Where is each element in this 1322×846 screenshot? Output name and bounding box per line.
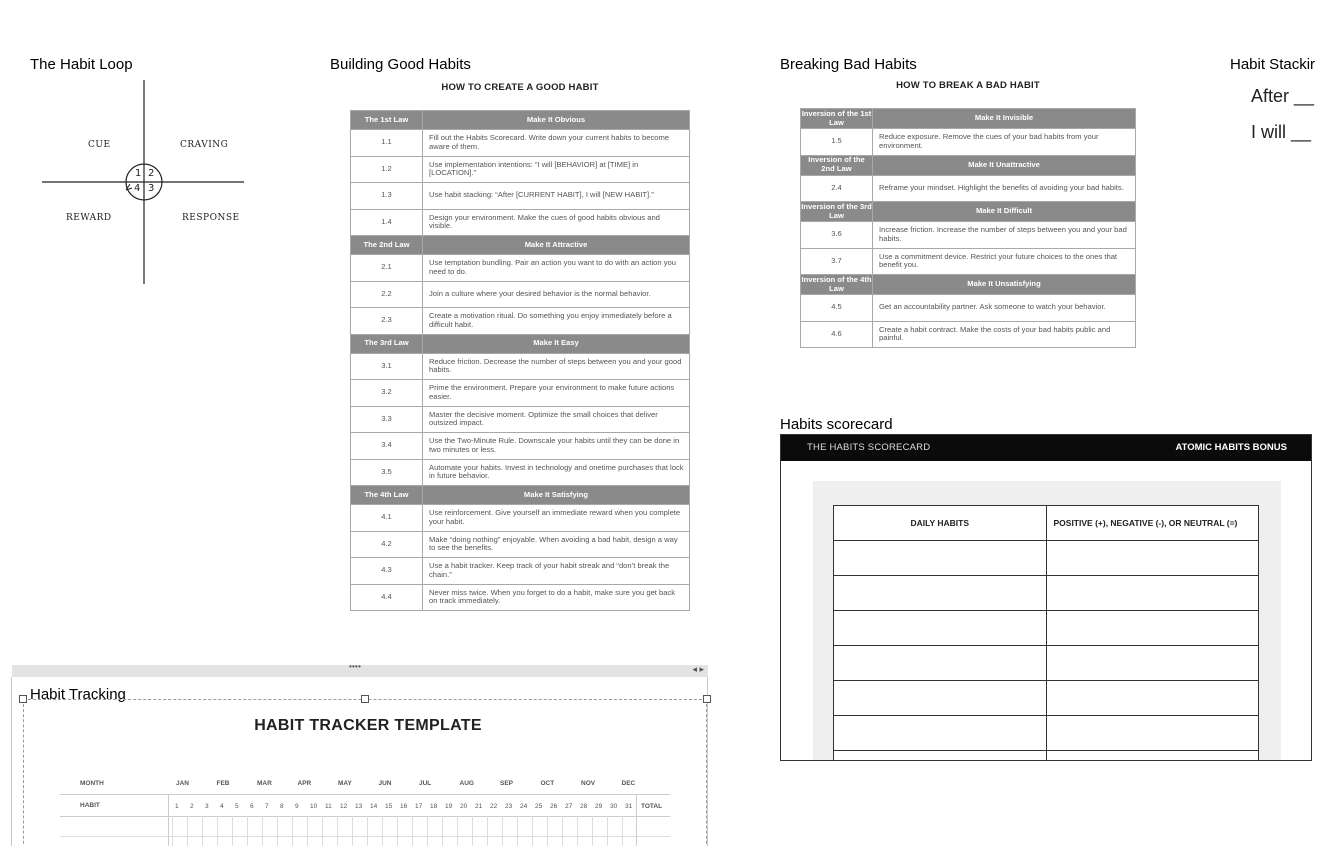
step-4-label: 4 [134,183,141,194]
resize-handle-top-center[interactable] [361,695,369,703]
scorecard-header-row [834,506,1259,541]
scorecard-header [781,435,1311,461]
tracker-day: 30 [610,803,618,810]
table-row [351,505,690,532]
table-row [351,130,690,157]
law-label: The 4th Law [351,486,423,505]
strategy-number: 4.2 [351,531,423,558]
scorecard-cell[interactable] [834,681,1047,716]
tracker-grid-line [427,816,428,846]
pane-grip-handle[interactable]: • • • • [349,662,360,671]
strategy-number: 3.4 [351,433,423,460]
bad-habits-table [800,108,1136,348]
table-row [801,129,1136,156]
strategy-text: Get an accountability partner. Ask someone to watch your behavior. [873,295,1136,322]
bad-habits-image[interactable] [800,80,1136,348]
law-header-row [801,202,1136,222]
good-habits-table [350,110,690,611]
table-row [351,308,690,335]
table-row [351,353,690,380]
scorecard-cell[interactable] [1046,751,1259,762]
tracker-day: 4 [220,803,224,810]
tracker-month: NOV [581,780,596,787]
pane-left-border [11,677,12,846]
scorecard-row [834,716,1259,751]
section-title-scorecard: Habits scorecard [780,416,893,433]
scorecard-cell[interactable] [834,751,1047,762]
scorecard-row [834,576,1259,611]
scorecard-header-bonus: ATOMIC HABITS BONUS [1175,442,1287,453]
tracker-day: 7 [265,803,269,810]
strategy-number: 2.1 [351,255,423,282]
law-title: Make It Easy [423,334,690,353]
tracker-grid-line [202,816,203,846]
strategy-number: 1.2 [351,156,423,183]
law-title: Make It Invisible [873,109,1136,129]
scorecard-cell[interactable] [1046,611,1259,646]
daily-habits-header: DAILY HABITS [834,506,1047,541]
strategy-number: 3.2 [351,380,423,407]
tracker-grid-line [187,816,188,846]
table-row [351,255,690,282]
strategy-number: 4.3 [351,558,423,585]
tracker-month: APR [297,780,312,787]
table-row [801,295,1136,322]
law-header-row [351,334,690,353]
step-2-label: 2 [148,168,155,179]
strategy-text: Reduce exposure. Remove the cues of your bad habits from your environment. [873,129,1136,156]
tracker-grid-line [517,816,518,846]
tracker-habit-label: HABIT [80,802,100,809]
tracker-grid-line [382,816,383,846]
strategy-text: Create a motivation ritual. Do something you enjoy immediately before a difficult habit. [423,308,690,335]
tracker-day: 20 [460,803,468,810]
tracker-month: OCT [540,780,555,787]
tracker-grid-line [636,794,637,846]
section-title-habit-loop: The Habit Loop [30,56,133,73]
table-row [801,175,1136,202]
strategy-number: 2.3 [351,308,423,335]
strategy-text: Design your environment. Make the cues of good habits obvious and visible. [423,209,690,236]
strategy-number: 3.5 [351,459,423,486]
law-header-row [801,155,1136,175]
section-title-good-habits: Building Good Habits [330,56,471,73]
tracker-grid-line [487,816,488,846]
strategy-text: Use the Two-Minute Rule. Downscale your habits until they can be done in two minutes or less. [423,433,690,460]
habit-loop-axes [40,80,248,286]
tracker-grid-line [547,816,548,846]
tracker-grid-line [172,816,173,846]
scorecard-cell[interactable] [834,716,1047,751]
table-row [351,209,690,236]
tracker-day: 9 [295,803,299,810]
tracker-day: 8 [280,803,284,810]
tracker-divider [60,836,670,837]
table-row [801,321,1136,348]
table-row [351,406,690,433]
tracker-day: 3 [205,803,209,810]
response-label: RESPONSE [182,213,240,223]
scorecard-row [834,751,1259,762]
strategy-number: 2.4 [801,175,873,202]
tracker-divider [60,816,670,817]
tracker-grid-line [217,816,218,846]
step-3-label: 3 [148,183,155,194]
habit-stacking-will-line: I will __ [1251,122,1312,142]
table-row [801,248,1136,275]
scorecard-cell[interactable] [1046,681,1259,716]
table-row [351,281,690,308]
good-habits-image[interactable] [350,82,690,611]
tracker-grid-line [592,816,593,846]
step-1-label: 1 [135,168,142,179]
tracker-month: MAY [338,780,352,787]
strategy-text: Create a habit contract. Make the costs of your bad habits public and painful. [873,321,1136,348]
strategy-number: 1.5 [801,129,873,156]
scorecard-row [834,611,1259,646]
tracker-day: 2 [190,803,194,810]
table-row [351,558,690,585]
tracker-grid-line [442,816,443,846]
tracker-day: 31 [625,803,633,810]
scorecard-panel [813,481,1281,761]
tracker-total-label: TOTAL [641,803,663,810]
strategy-number: 4.6 [801,321,873,348]
scorecard-cell[interactable] [834,541,1047,576]
strategy-text: Use a commitment device. Restrict your future choices to the ones that benefit you. [873,248,1136,275]
strategy-text: Join a culture where your desired behavior is the normal behavior. [423,281,690,308]
strategy-number: 3.6 [801,222,873,249]
law-header-row [801,109,1136,129]
tracker-divider [60,794,670,795]
law-label: Inversion of the 3rd Law [801,201,872,220]
tracker-day: 15 [385,803,393,810]
strategy-text: Use a habit tracker. Keep track of your habit streak and “don’t break the chain.” [423,558,690,585]
tracker-title: HABIT TRACKER TEMPLATE [254,717,482,734]
cue-label: CUE [88,140,111,150]
strategy-number: 4.5 [801,295,873,322]
strategy-text: Reframe your mindset. Highlight the benefits of avoiding your bad habits. [873,175,1136,202]
tracker-day: 26 [550,803,558,810]
law-title: Make It Unsatisfying [873,275,1136,295]
tracker-month-label: MONTH [80,780,104,787]
scorecard-table [833,505,1259,761]
bad-habits-title: HOW TO BREAK A BAD HABIT [896,80,1040,91]
table-row [351,183,690,210]
tracker-grid-line [367,816,368,846]
table-row [351,156,690,183]
tracker-day: 16 [400,803,408,810]
scorecard-cell[interactable] [1046,716,1259,751]
tracker-day: 21 [475,803,483,810]
tracker-day: 27 [565,803,573,810]
law-title: Make It Attractive [423,236,690,255]
law-title: Make It Difficult [873,202,1136,222]
strategy-number: 3.1 [351,353,423,380]
tracker-day: 5 [235,803,239,810]
table-row [351,531,690,558]
tracker-day: 1 [175,803,179,810]
habit-loop-diagram[interactable] [40,80,248,286]
tracker-day: 23 [505,803,513,810]
strategy-text: Prime the environment. Prepare your environment to make future actions easier. [423,380,690,407]
tracker-grid-line [232,816,233,846]
law-title: Make It Satisfying [423,486,690,505]
tracker-day: 17 [415,803,423,810]
tracker-day: 18 [430,803,438,810]
section-title-tracking: Habit Tracking [30,686,126,703]
law-header-row [801,275,1136,295]
tracker-grid-line [472,816,473,846]
tracker-grid-line [607,816,608,846]
tracker-day: 10 [310,803,318,810]
resize-handle-top-left[interactable] [19,695,27,703]
law-label: Inversion of the 2nd Law [801,155,873,175]
tracker-month: FEB [216,780,230,787]
tracker-day: 14 [370,803,378,810]
scorecard-row [834,681,1259,716]
strategy-text: Make “doing nothing” enjoyable. When avoiding a bad habit, design a way to see the benefits. [423,531,690,558]
tracker-grid-line [292,816,293,846]
law-header-row [351,236,690,255]
tracker-month: MAR [257,780,272,787]
strategy-text: Master the decisive moment. Optimize the small choices that deliver outsized impact. [423,406,690,433]
table-row [351,459,690,486]
section-title-bad-habits: Breaking Bad Habits [780,56,917,73]
pane-scroll-arrows[interactable]: ◂ ▸ [692,664,704,674]
tracker-day: 19 [445,803,453,810]
tracker-grid-line [412,816,413,846]
tracker-grid-line [262,816,263,846]
good-habits-title: HOW TO CREATE A GOOD HABIT [441,82,599,93]
reward-label: REWARD [66,213,112,223]
law-label: Inversion of the 4th Law [801,274,872,293]
tracker-day: 13 [355,803,363,810]
strategy-text: Increase friction. Increase the number of steps between you and your bad habits. [873,222,1136,249]
strategy-text: Use implementation intentions: “I will [BEHAVIOR] at [TIME] in [LOCATION].” [423,156,690,183]
tracker-grid-line [307,816,308,846]
strategy-text: Reduce friction. Decrease the number of steps between you and your good habits. [423,353,690,380]
strategy-text: Use temptation bundling. Pair an action you want to do with an action you need to do. [423,255,690,282]
tracker-day: 11 [325,803,332,810]
scorecard-header-title: THE HABITS SCORECARD [807,442,931,453]
craving-label: CRAVING [180,140,229,150]
habit-stacking-after-line: After __ [1251,86,1315,106]
law-title: Make It Obvious [423,111,690,130]
tracker-grid-line [337,816,338,846]
table-row [351,584,690,611]
tracker-day: 6 [250,803,254,810]
tracker-day: 12 [340,803,348,810]
tracker-month: JUN [378,780,392,787]
law-label: Inversion of the 1st Law [801,108,872,127]
law-title: Make It Unattractive [873,155,1136,175]
tracker-grid-line [322,816,323,846]
tracker-month: SEP [500,780,514,787]
law-header-row [351,486,690,505]
tracker-grid-line [622,816,623,846]
rating-header: POSITIVE (+), NEGATIVE (-), OR NEUTRAL (=) [1046,506,1259,541]
law-label: The 1st Law [351,111,423,130]
scorecard-cell[interactable] [834,576,1047,611]
tracker-day: 29 [595,803,603,810]
strategy-number: 2.2 [351,281,423,308]
strategy-text: Automate your habits. Invest in technology and onetime purchases that lock in future behavior. [423,459,690,486]
tracker-day: 28 [580,803,588,810]
scorecard-cell[interactable] [834,611,1047,646]
strategy-number: 1.3 [351,183,423,210]
pane-resize-bar[interactable] [12,662,708,677]
strategy-number: 4.1 [351,505,423,532]
scorecard-cell[interactable] [1046,541,1259,576]
strategy-number: 4.4 [351,584,423,611]
strategy-text: Use habit stacking: “After [CURRENT HABIT], I will [NEW HABIT].” [423,183,690,210]
law-label: The 3rd Law [351,334,423,353]
scorecard-cell[interactable] [1046,576,1259,611]
strategy-number: 3.3 [351,406,423,433]
strategy-number: 1.4 [351,209,423,236]
tracker-grid-line [397,816,398,846]
tracker-month: JUL [419,780,432,787]
tracker-grid-line [352,816,353,846]
scorecard-row [834,646,1259,681]
strategy-text: Fill out the Habits Scorecard. Write down your current habits to become aware of them. [423,130,690,157]
section-title-habit-stacking: Habit Stackir [1230,56,1316,73]
tracker-day: 24 [520,803,528,810]
tracker-day: 22 [490,803,498,810]
table-row [351,433,690,460]
strategy-number: 3.7 [801,248,873,275]
tracker-grid-line [277,816,278,846]
tracker-grid-line [577,816,578,846]
tracker-grid-line [502,816,503,846]
tracker-month: JAN [176,780,190,787]
strategy-number: 1.1 [351,130,423,157]
scorecard-row [834,541,1259,576]
table-row [801,222,1136,249]
scorecard-image[interactable] [780,434,1312,761]
tracker-month: DEC [621,780,636,787]
law-header-row [351,111,690,130]
scorecard-cell[interactable] [1046,646,1259,681]
tracker-grid-line [562,816,563,846]
law-label: The 2nd Law [351,236,423,255]
tracker-grid-line [168,794,169,846]
tracker-grid-line [247,816,248,846]
scorecard-cell[interactable] [834,646,1047,681]
strategy-text: Never miss twice. When you forget to do a habit, make sure you get back on track immediately. [423,584,690,611]
tracker-month: AUG [459,780,474,787]
resize-handle-top-right[interactable] [703,695,711,703]
strategy-text: Use reinforcement. Give yourself an immediate reward when you complete your habit. [423,505,690,532]
tracker-grid-line [532,816,533,846]
table-row [351,380,690,407]
tracker-day: 25 [535,803,543,810]
tracker-grid-line [457,816,458,846]
